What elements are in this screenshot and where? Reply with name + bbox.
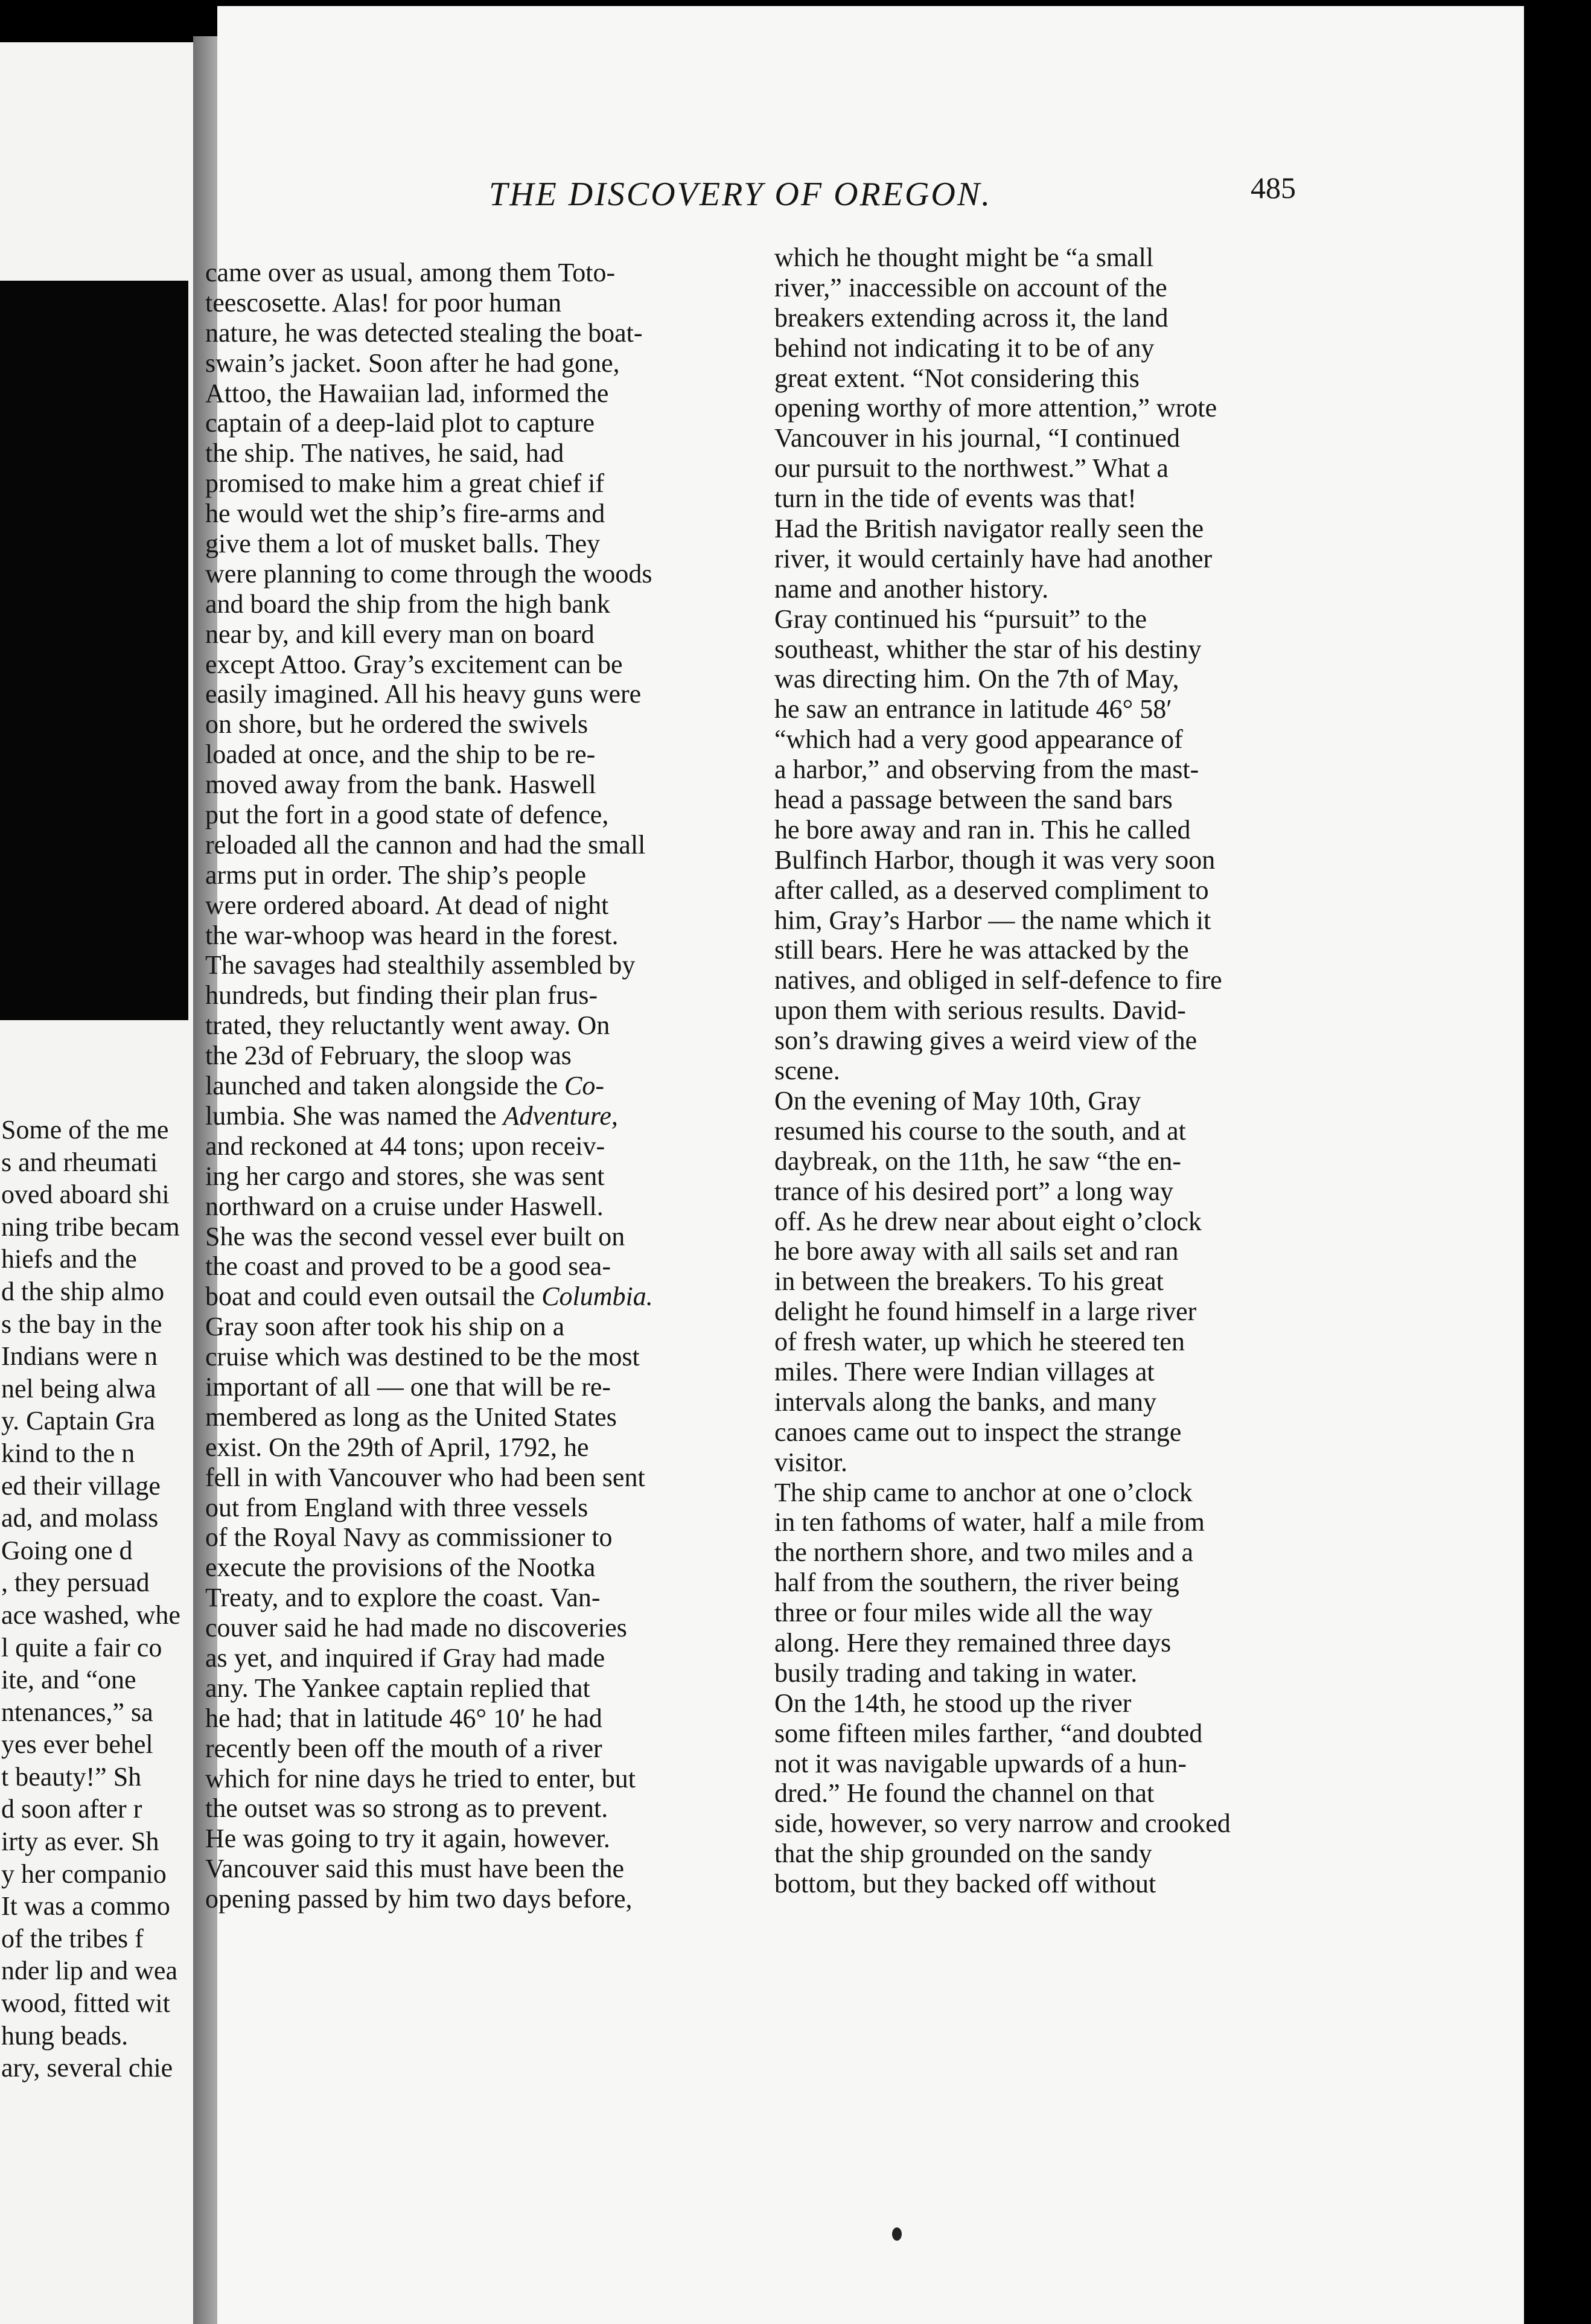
column-1-line: Gray soon after took his ship on a bbox=[205, 1312, 565, 1342]
column-2-line: Had the British navigator really seen the bbox=[774, 514, 1204, 544]
column-2-line: visitor. bbox=[774, 1447, 848, 1477]
left-text-line: ad, and molass bbox=[1, 1503, 159, 1533]
column-2-line: natives, and obliged in self-defence to fire bbox=[774, 965, 1222, 995]
column-2-line: half from the southern, the river being bbox=[774, 1568, 1179, 1598]
column-1-line: were ordered aboard. At dead of night bbox=[205, 890, 609, 920]
left-page-illustration bbox=[0, 281, 188, 1020]
column-2-line: “which had a very good appearance of bbox=[774, 724, 1183, 755]
column-1-line: swain’s jacket. Soon after he had gone, bbox=[205, 348, 620, 378]
column-2-line: resumed his course to the south, and at bbox=[774, 1116, 1186, 1146]
column-1-line: as yet, and inquired if Gray had made bbox=[205, 1642, 605, 1673]
column-1-line: hundreds, but finding their plan frus- bbox=[205, 980, 598, 1010]
column-1-line: promised to make him a great chief if bbox=[205, 468, 604, 499]
column-2-line: great extent. “Not considering this bbox=[774, 363, 1140, 393]
column-1-line: nature, he was detected stealing the boat- bbox=[205, 318, 643, 348]
column-2-line: which he thought might be “a small bbox=[774, 243, 1154, 272]
column-1-line: couver said he had made no discoveries bbox=[205, 1613, 627, 1643]
left-text-line: s and rheumati bbox=[1, 1147, 158, 1177]
column-1-line: Attoo, the Hawaiian lad, informed the bbox=[205, 378, 609, 408]
column-2-line: delight he found himself in a large river bbox=[774, 1297, 1197, 1327]
left-text-line: s the bay in the bbox=[1, 1309, 162, 1339]
left-text-line: oved aboard shi bbox=[1, 1180, 170, 1210]
page-number: 485 bbox=[1251, 171, 1296, 205]
column-1-line: moved away from the bank. Haswell bbox=[205, 770, 596, 800]
column-1-line: the outset was so strong as to prevent. bbox=[205, 1793, 608, 1824]
column-1-line: The savages had stealthily assembled by bbox=[205, 950, 636, 980]
column-2-line: he saw an entrance in latitude 46° 58′ bbox=[774, 694, 1172, 724]
column-1-line: execute the provisions of the Nootka bbox=[205, 1553, 596, 1583]
left-text-line: nel being alwa bbox=[1, 1373, 156, 1403]
column-1-line: Treaty, and to explore the coast. Van- bbox=[205, 1583, 601, 1613]
left-text-line: ed their village bbox=[1, 1470, 161, 1501]
column-1-line: ing her cargo and stores, she was sent bbox=[205, 1161, 605, 1191]
column-1-line: recently been off the mouth of a river bbox=[205, 1733, 602, 1763]
left-text-line: kind to the n bbox=[1, 1438, 135, 1468]
column-2-line: busily trading and taking in water. bbox=[774, 1658, 1138, 1688]
left-text-line: t beauty!” Sh bbox=[1, 1761, 142, 1792]
left-text-line: l quite a fair co bbox=[1, 1632, 162, 1662]
column-2-line: of fresh water, up which he steered ten bbox=[774, 1327, 1185, 1357]
column-1-line: cruise which was destined to be the most bbox=[205, 1342, 640, 1372]
left-text-line: hung beads. bbox=[1, 2020, 129, 2051]
column-2-line: after called, as a deserved compliment to bbox=[774, 875, 1209, 905]
column-2-line: head a passage between the sand bars bbox=[774, 785, 1173, 815]
column-2-line: behind not indicating it to be of any bbox=[774, 333, 1155, 363]
left-text-line: ning tribe becam bbox=[1, 1211, 180, 1242]
text-column-2 bbox=[774, 243, 1231, 1899]
page-edge-border bbox=[1524, 0, 1591, 2324]
left-page-fragment bbox=[0, 42, 205, 2324]
column-1-line: He was going to try it again, however. bbox=[205, 1824, 610, 1854]
column-2-line: opening worthy of more attention,” wrote bbox=[774, 393, 1217, 423]
column-1-line: which for nine days he tried to enter, but bbox=[205, 1763, 636, 1793]
column-1-line: of the Royal Navy as commissioner to bbox=[205, 1522, 613, 1553]
column-1-line: exist. On the 29th of April, 1792, he bbox=[205, 1432, 589, 1462]
column-2-line: miles. There were Indian villages at bbox=[774, 1356, 1155, 1387]
column-2-line: side, however, so very narrow and crooked bbox=[774, 1808, 1231, 1839]
column-1-line: arms put in order. The ship’s people bbox=[205, 860, 586, 890]
column-2-line: son’s drawing gives a weird view of the bbox=[774, 1026, 1197, 1056]
column-2-line: dred.” He found the channel on that bbox=[774, 1778, 1155, 1808]
column-1-line: captain of a deep-laid plot to capture bbox=[205, 408, 595, 438]
column-2-line: still bears. Here he was attacked by the bbox=[774, 935, 1189, 965]
column-1-line: except Attoo. Gray’s excitement can be bbox=[205, 649, 623, 679]
left-text-line: of the tribes f bbox=[1, 1923, 144, 1953]
left-text-line: d the ship almo bbox=[1, 1276, 165, 1306]
column-2-line: three or four miles wide all the way bbox=[774, 1598, 1153, 1628]
left-text-line: Going one d bbox=[1, 1535, 133, 1565]
column-1-line: lumbia. She was named the Adventure, bbox=[205, 1100, 618, 1131]
left-text-line: yes ever behel bbox=[1, 1729, 153, 1760]
column-1-line: trated, they reluctantly went away. On bbox=[205, 1010, 610, 1041]
column-1-line: loaded at once, and the ship to be re- bbox=[205, 739, 596, 770]
column-1-line: Vancouver said this must have been the bbox=[205, 1854, 625, 1884]
left-text-line: ace washed, whe bbox=[1, 1600, 180, 1630]
column-2-line: On the evening of May 10th, Gray bbox=[774, 1085, 1141, 1116]
column-1-line: were planning to come through the woods bbox=[205, 558, 652, 589]
column-1-line: the 23d of February, the sloop was bbox=[205, 1041, 572, 1071]
column-1-line: easily imagined. All his heavy guns were bbox=[205, 679, 642, 709]
column-2-line: he bore away with all sails set and ran bbox=[774, 1236, 1179, 1266]
running-title: THE DISCOVERY OF OREGON. bbox=[489, 176, 992, 213]
column-2-line: river, it would certainly have had another bbox=[774, 543, 1213, 573]
column-1-line: any. The Yankee captain replied that bbox=[205, 1673, 590, 1703]
column-2-line: off. As he drew near about eight o’clock bbox=[774, 1206, 1202, 1236]
left-text-line: irty as ever. Sh bbox=[1, 1827, 159, 1857]
column-2-line: in between the breakers. To his great bbox=[774, 1266, 1164, 1297]
column-1-line: teescosette. Alas! for poor human bbox=[205, 287, 562, 318]
column-1-line: came over as usual, among them Toto- bbox=[205, 258, 616, 287]
column-2-line: southeast, whither the star of his destiny bbox=[774, 634, 1202, 664]
column-1-line: northward on a cruise under Haswell. bbox=[205, 1191, 604, 1221]
column-2-line: Gray continued his “pursuit” to the bbox=[774, 604, 1147, 634]
column-1-line: the war-whoop was heard in the forest. bbox=[205, 920, 619, 950]
column-1-line: the coast and proved to be a good sea- bbox=[205, 1251, 611, 1282]
left-text-line: d soon after r bbox=[1, 1794, 142, 1824]
column-2-line: daybreak, on the 11th, he saw “the en- bbox=[774, 1146, 1182, 1176]
column-1-line: give them a lot of musket balls. They bbox=[205, 529, 601, 559]
column-1-line: important of all — one that will be re- bbox=[205, 1371, 611, 1402]
left-text-line: y her companio bbox=[1, 1859, 167, 1889]
column-2-line: Vancouver in his journal, “I continued bbox=[774, 423, 1181, 453]
column-2-line: our pursuit to the northwest.” What a bbox=[774, 453, 1169, 484]
left-text-line: Some of the me bbox=[1, 1115, 169, 1144]
column-2-line: in ten fathoms of water, half a mile from bbox=[774, 1507, 1205, 1537]
column-2-line: not it was navigable upwards of a hun- bbox=[774, 1748, 1187, 1778]
column-1-line: boat and could even outsail the Columbia. bbox=[205, 1282, 653, 1312]
column-2-line: On the 14th, he stood up the river bbox=[774, 1688, 1132, 1718]
column-1-line: put the fort in a good state of defence, bbox=[205, 800, 609, 830]
column-2-line: him, Gray’s Harbor — the name which it bbox=[774, 905, 1211, 935]
column-2-line: intervals along the banks, and many bbox=[774, 1387, 1156, 1417]
left-text-line: y. Captain Gra bbox=[1, 1406, 155, 1436]
left-text-line: ite, and “one bbox=[1, 1665, 136, 1695]
left-text-line: nder lip and wea bbox=[1, 1956, 177, 1986]
column-1-line: She was the second vessel ever built on bbox=[205, 1221, 625, 1251]
left-page-text bbox=[1, 1114, 205, 2084]
column-2-line: some fifteen miles farther, “and doubted bbox=[774, 1718, 1203, 1748]
column-1-line: near by, and kill every man on board bbox=[205, 619, 595, 649]
column-1-line: and board the ship from the high bank bbox=[205, 589, 610, 619]
column-1-line: reloaded all the cannon and had the small bbox=[205, 829, 646, 860]
left-text-line: ntenances,” sa bbox=[1, 1697, 153, 1727]
column-2-line: turn in the tide of events was that! bbox=[774, 484, 1137, 514]
column-2-line: bottom, but they backed off without bbox=[774, 1869, 1156, 1899]
column-2-line: upon them with serious results. David- bbox=[774, 995, 1186, 1026]
column-1-line: he had; that in latitude 46° 10′ he had bbox=[205, 1703, 602, 1733]
column-2-line: along. Here they remained three days bbox=[774, 1627, 1172, 1658]
column-1-line: fell in with Vancouver who had been sent bbox=[205, 1462, 645, 1492]
column-2-line: breakers extending across it, the land bbox=[774, 302, 1169, 333]
column-1-line: and reckoned at 44 tons; upon receiv- bbox=[205, 1131, 605, 1161]
column-1-line: the ship. The natives, he said, had bbox=[205, 438, 564, 468]
left-text-line: , they persuad bbox=[1, 1568, 150, 1598]
column-2-line: was directing him. On the 7th of May, bbox=[774, 664, 1179, 694]
left-text-line: Indians were n bbox=[1, 1341, 158, 1371]
column-2-line: a harbor,” and observing from the mast- bbox=[774, 755, 1199, 785]
left-text-line: hiefs and the bbox=[1, 1244, 137, 1274]
left-text-line: wood, fitted wit bbox=[1, 1988, 170, 2019]
column-2-line: river,” inaccessible on account of the bbox=[774, 272, 1167, 302]
column-2-line: scene. bbox=[774, 1056, 840, 1086]
column-2-line: that the ship grounded on the sandy bbox=[774, 1839, 1152, 1869]
column-2-line: canoes came out to inspect the strange bbox=[774, 1417, 1182, 1447]
left-text-line: ary, several chie bbox=[1, 2053, 173, 2083]
ink-speck bbox=[892, 2227, 902, 2241]
column-2-line: trance of his desired port” a long way bbox=[774, 1176, 1173, 1206]
column-1-line: he would wet the ship’s fire-arms and bbox=[205, 499, 605, 529]
column-2-line: the northern shore, and two miles and a bbox=[774, 1537, 1194, 1568]
column-1-line: on shore, but he ordered the swivels bbox=[205, 709, 588, 739]
left-text-line: It was a commo bbox=[1, 1891, 170, 1921]
column-2-line: The ship came to anchor at one o’clock bbox=[774, 1477, 1193, 1507]
column-2-line: Bulfinch Harbor, though it was very soon bbox=[774, 844, 1216, 875]
text-column-1 bbox=[205, 258, 653, 1914]
column-2-line: he bore away and ran in. This he called bbox=[774, 814, 1191, 844]
column-1-line: out from England with three vessels bbox=[205, 1492, 588, 1522]
column-1-line: membered as long as the United States bbox=[205, 1402, 617, 1432]
column-1-line: opening passed by him two days before, bbox=[205, 1884, 633, 1914]
column-1-line: launched and taken alongside the Co- bbox=[205, 1071, 605, 1101]
column-2-line: name and another history. bbox=[774, 573, 1049, 604]
